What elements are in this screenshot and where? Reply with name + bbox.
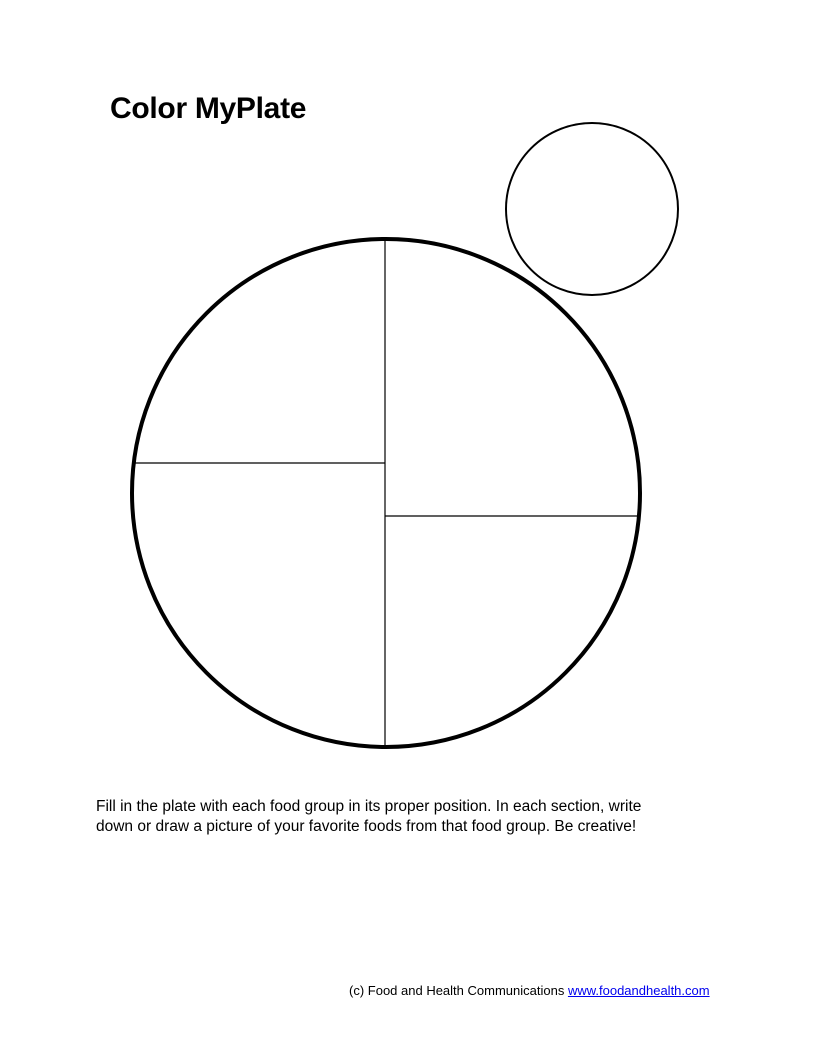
instructions-line-2: down or draw a picture of your favorite foods from that food group. Be creative! bbox=[96, 818, 637, 835]
instructions-line-1: Fill in the plate with each food group in its proper position. In each section, write bbox=[96, 798, 642, 815]
dairy-cup-circle bbox=[506, 123, 678, 295]
footer-link[interactable]: www.foodandhealth.com bbox=[567, 983, 710, 998]
page-title: Color MyPlate bbox=[110, 92, 307, 125]
footer bbox=[349, 983, 710, 998]
instructions bbox=[96, 797, 736, 837]
footer-credit: (c) Food and Health Communications bbox=[349, 983, 568, 998]
plate-circle bbox=[132, 239, 640, 747]
